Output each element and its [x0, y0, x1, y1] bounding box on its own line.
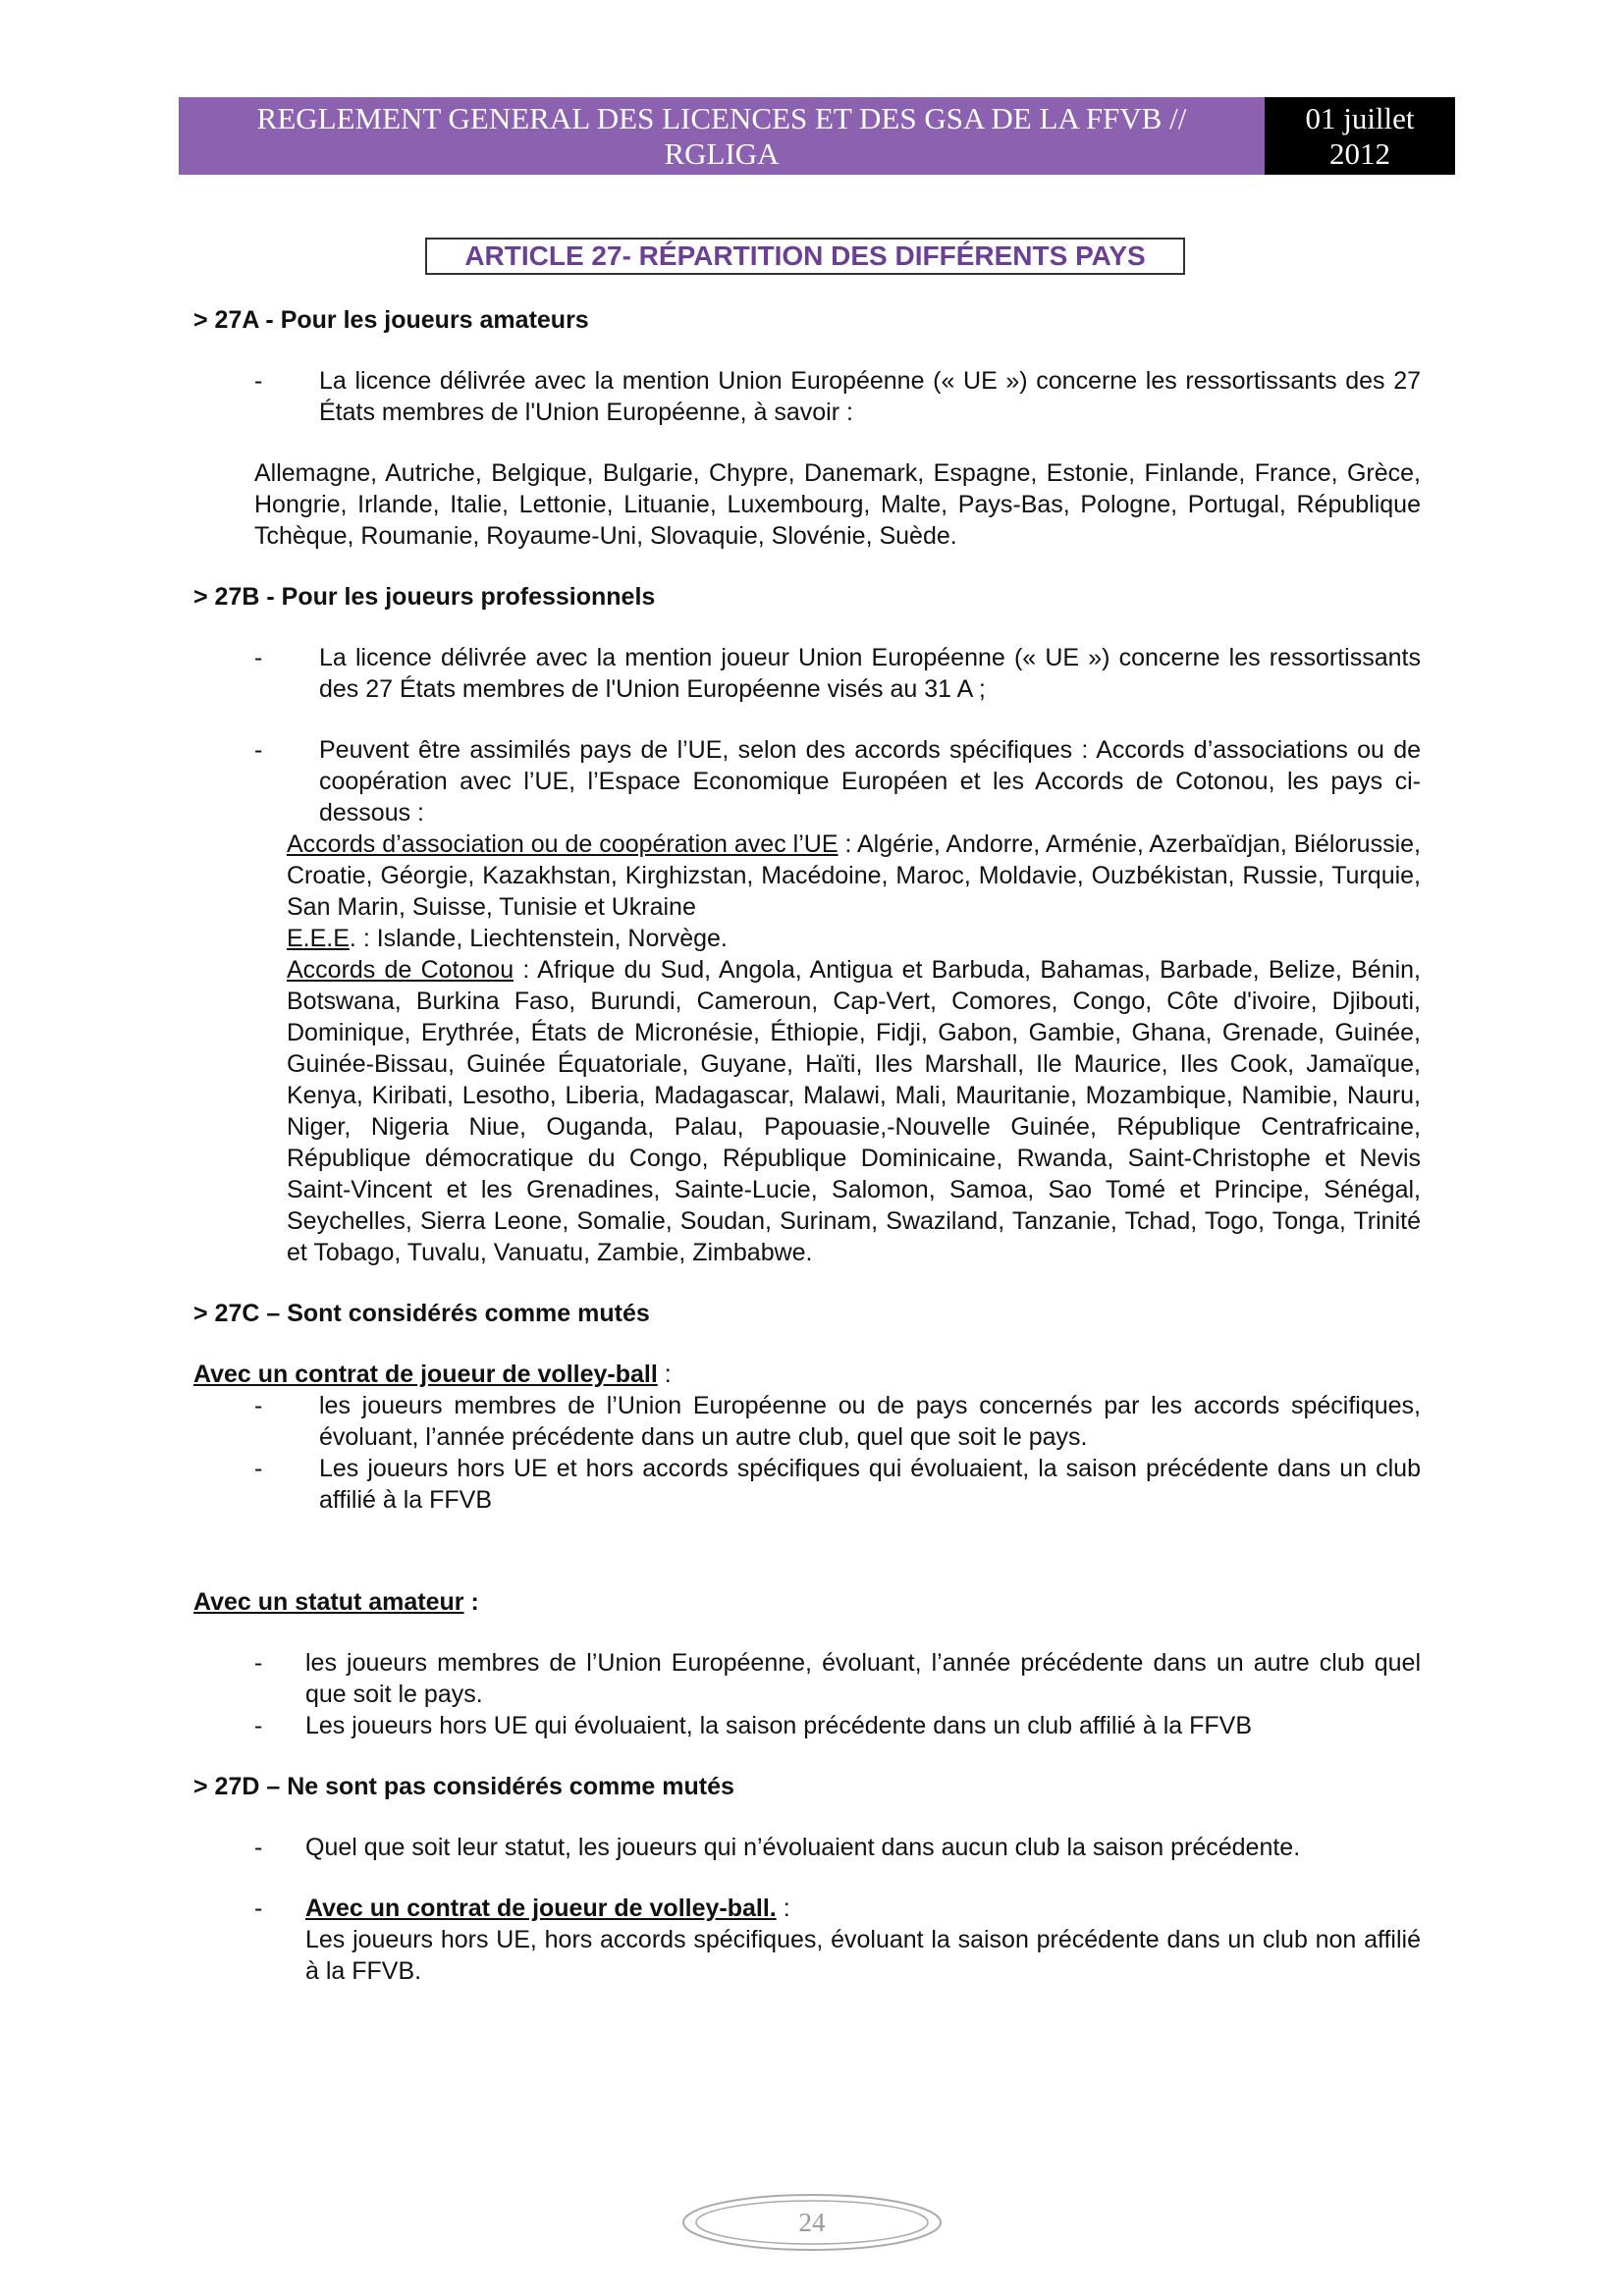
- section-27b-bullet2: Peuvent être assimilés pays de l’UE, selon des accords spécifiques : Accords d’associations ou de coopération avec l’UE, l’Espace Economique Européen et les Accords de Cotonou, les pays ci-dessous :: [319, 736, 1421, 827]
- section-27d-bullet1: Quel que soit leur statut, les joueurs qui n’évoluaient dans aucun club la saison précédente.: [305, 1834, 1301, 1861]
- association-agreements: [193, 828, 1421, 923]
- header-title-line1: REGLEMENT GENERAL DES LICENCES ET DES GSA DE LA FFVB //: [256, 100, 1187, 135]
- bullet-dash: -: [254, 1649, 263, 1677]
- section-27c-heading: > 27C – Sont considérés comme mutés: [193, 1300, 650, 1327]
- bullet-dash: -: [254, 1834, 263, 1861]
- bullet-dash: -: [254, 736, 263, 764]
- eee-countries: . : Islande, Liechtenstein, Norvège.: [349, 925, 728, 952]
- page-number-badge: [679, 2192, 945, 2253]
- list-item: [193, 1390, 1421, 1453]
- eee-agreements: [193, 923, 1421, 954]
- list-item: [193, 1893, 1421, 1987]
- list-item: [193, 734, 1421, 828]
- cotonou-agreements: [193, 954, 1421, 1268]
- contract-colon-27d: :: [776, 1895, 790, 1922]
- section-27d-bullet2-text: Les joueurs hors UE, hors accords spécifiques, évoluant la saison précédente dans un club non affilié à la FFVB.: [305, 1926, 1421, 1985]
- cotonou-countries: : Afrique du Sud, Angola, Antigua et Barbuda, Bahamas, Barbade, Belize, Bénin, Botswana, Burkina Faso, Burundi, Cameroun, Cap-Vert, Comores, Congo, Côte d'ivoire, Djibouti, Dominique, Erythrée, États de Micronésie, Éthiopie, Fidji, Gabon, Gambie, Ghana, Grenade, Guinée, Guinée-Bissau, Guinée Équatoriale, Guyane, Haïti, Iles Marshall, Ile Maurice, Iles Cook, Jamaïque, Kenya, Kiribati, Lesotho, Liberia, Madagascar, Malawi, Mali, Mauritanie, Mozambique, Namibie, Nauru, Niger, Nigeria Niue, Ouganda, Palau, Papouasie,-Nouvelle Guinée, République Centrafricaine, République démocratique du Congo, République Dominicaine, Rwanda, Saint-Christophe et Nevis Saint-Vincent et les Grenadines, Sainte-Lucie, Salomon, Samoa, Sao Tomé et Principe, Sénégal, Seychelles, Sierra Leone, Somalie, Soudan, Surinam, Swaziland, Tanzanie, Tchad, Togo, Tonga, Trinité et Tobago, Tuvalu, Vanuatu, Zambie, Zimbabwe.: [287, 956, 1421, 1266]
- section-27b-heading: [193, 581, 1421, 613]
- contract-label: Avec un contrat de joueur de volley-ball: [193, 1361, 658, 1388]
- contract-subheading: [193, 1359, 1421, 1390]
- eu-countries-list: Allemagne, Autriche, Belgique, Bulgarie, Chypre, Danemark, Espagne, Estonie, Finlande, France, Grèce, Hongrie, Irlande, Italie, Lettonie, Lituanie, Luxembourg, Malte, Pays-Bas, Pologne, Portugal, République Tchèque, Roumanie, Royaume-Uni, Slovaquie, Slovénie, Suède.: [254, 459, 1421, 550]
- bullet-dash: -: [254, 367, 263, 395]
- section-27b-title: - Pour les joueurs professionnels: [259, 583, 656, 611]
- amateur-subheading: [193, 1586, 1421, 1618]
- eee-label: E.E.E: [287, 925, 350, 952]
- article-title: ARTICLE 27- RÉPARTITION DES DIFFÉRENTS PAYS: [425, 238, 1185, 275]
- list-item: [193, 1710, 1421, 1741]
- list-item: [193, 642, 1421, 705]
- section-27b-number: > 27B: [193, 583, 260, 611]
- bullet-dash: -: [254, 644, 263, 671]
- bullet-dash: -: [254, 1392, 263, 1419]
- section-27b-bullet1: La licence délivrée avec la mention joueur Union Européenne (« UE ») concerne les ressortissants des 27 États membres de l'Union Européenne visés au 31 A ;: [319, 644, 1421, 703]
- section-27a-heading: > 27A - Pour les joueurs amateurs: [193, 306, 589, 334]
- amateur-bullet2: Les joueurs hors UE qui évoluaient, la saison précédente dans un club affilié à la FFVB: [305, 1712, 1253, 1739]
- contract-label-27d: Avec un contrat de joueur de volley-ball.: [305, 1895, 777, 1922]
- list-item: [193, 365, 1421, 428]
- bullet-dash: -: [254, 1895, 263, 1922]
- list-item: [193, 1647, 1421, 1710]
- header-date: [1265, 97, 1455, 175]
- association-countries: : Algérie, Andorre, Arménie, Azerbaïdjan, Biélorussie, Croatie, Géorgie, Kazakhstan, Kirghizstan, Macédoine, Maroc, Moldavie, Ouzbékistan, Russie, Turquie, San Marin, Suisse, Tunisie et Ukraine: [287, 830, 1421, 921]
- section-27d-heading: > 27D – Ne sont pas considérés comme mutés: [193, 1773, 734, 1800]
- amateur-label: Avec un statut amateur: [193, 1588, 464, 1616]
- amateur-bullet1: les joueurs membres de l’Union Européenne, évoluant, l’année précédente dans un autre club quel que soit le pays.: [305, 1649, 1421, 1708]
- header-date-line1: 01 juillet: [1305, 100, 1415, 135]
- page-number: 24: [798, 2207, 826, 2237]
- article-body: [193, 304, 1421, 1987]
- section-27d-bullet2: [305, 1893, 1421, 1987]
- contract-bullet2: Les joueurs hors UE et hors accords spécifiques qui évoluaient, la saison précédente dans un club affilié à la FFVB: [319, 1455, 1421, 1514]
- header-title: [179, 97, 1265, 175]
- contract-colon: :: [657, 1361, 672, 1388]
- cotonou-label: Accords de Cotonou: [287, 956, 514, 984]
- header-date-line2: 2012: [1329, 135, 1390, 171]
- association-label: Accords d’association ou de coopération avec l’UE: [287, 830, 839, 858]
- contract-bullet1: les joueurs membres de l’Union Européenne ou de pays concernés par les accords spécifiques, évoluant, l’année précédente dans un autre club, quel que soit le pays.: [319, 1392, 1421, 1451]
- section-27a-bullet1: La licence délivrée avec la mention Union Européenne (« UE ») concerne les ressortissants des 27 États membres de l'Union Européenne, à savoir :: [319, 367, 1421, 426]
- section-27d-bullet2-heading: [305, 1895, 790, 1922]
- bullet-dash: -: [254, 1712, 263, 1739]
- bullet-dash: -: [254, 1455, 263, 1482]
- list-item: [193, 1453, 1421, 1516]
- amateur-colon: :: [463, 1588, 479, 1616]
- page-header: [179, 97, 1455, 175]
- list-item: [193, 1832, 1421, 1863]
- header-title-line2: RGLIGA: [664, 135, 780, 171]
